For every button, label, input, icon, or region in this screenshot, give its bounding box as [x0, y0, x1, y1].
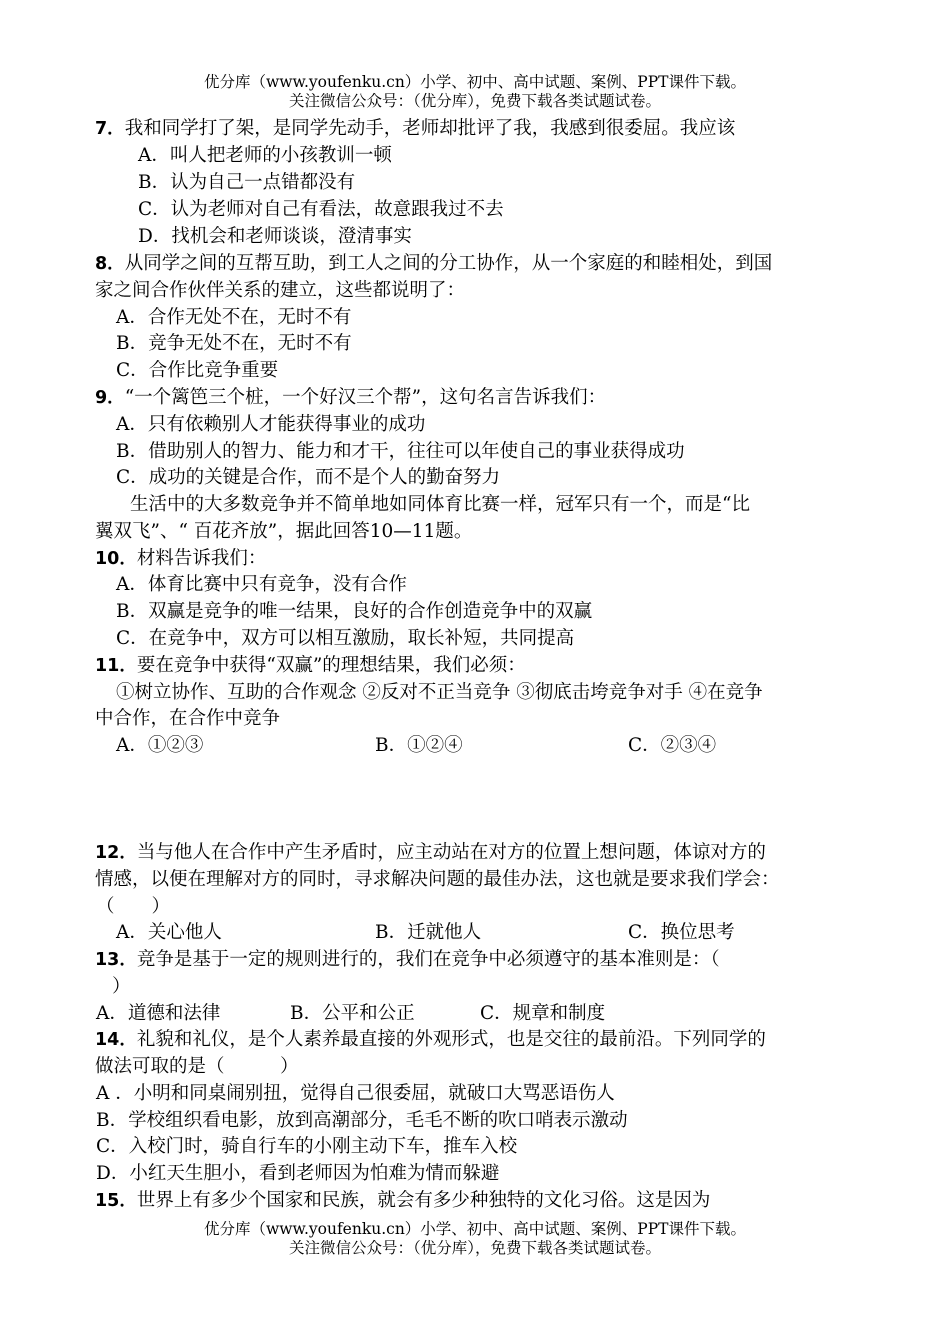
- question-12: [95, 840, 766, 866]
- passage-line-2: 翼双飞”、“ 百花齐放”，据此回答10—11题。: [95, 521, 473, 542]
- option-9b: B．借助别人的智力、能力和才干，往往可以年使自己的事业获得成功: [116, 441, 685, 462]
- option-13b: B．公平和公正: [290, 1003, 415, 1024]
- question-11: [95, 653, 526, 679]
- question-10: [95, 546, 266, 572]
- question-14-cont: 做法可取的是（ ）: [95, 1056, 299, 1077]
- option-14a: A ．小明和同桌闹别扭，觉得自己很委屈，就破口大骂恶语伤人: [96, 1083, 615, 1104]
- option-9a: A．只有依赖别人才能获得事业的成功: [116, 414, 426, 435]
- option-7d: D．找机会和老师谈谈，澄清事实: [138, 226, 412, 247]
- option-13a: A．道德和法律: [96, 1003, 221, 1024]
- question-number: 10．: [95, 549, 137, 569]
- option-14b: B．学校组织看电影，放到高潮部分，毛毛不断的吹口哨表示激动: [96, 1110, 628, 1131]
- question-13: [95, 947, 720, 973]
- option-12a: A．关心他人: [116, 922, 222, 943]
- option-8b: B．竞争无处不在，无时不有: [116, 333, 352, 354]
- option-7c: C．认为老师对自己有看法，故意跟我过不去: [138, 199, 504, 220]
- option-11b: B．①②④: [375, 735, 463, 756]
- footer-line-2: 关注微信公众号：（优分库），免费下载各类试题试卷。: [288, 1239, 661, 1257]
- question-8: [95, 251, 772, 277]
- question-15: [95, 1188, 710, 1214]
- question-number: 9．: [95, 388, 125, 408]
- question-number: 11．: [95, 656, 137, 676]
- option-7b: B．认为自己一点错都没有: [138, 172, 356, 193]
- question-text: “一个篱笆三个桩，一个好汉三个帮”，这句名言告诉我们：: [124, 387, 607, 408]
- question-7: [95, 116, 735, 142]
- question-12-blank: （ ）: [96, 896, 171, 917]
- option-8c: C．合作比竞争重要: [116, 360, 279, 381]
- header-line-1: 优分库（www.youfenku.cn）小学、初中、高中试题、案例、PPT课件下载。: [203, 73, 747, 91]
- option-13c: C．规章和制度: [480, 1003, 606, 1024]
- option-12c: C．换位思考: [628, 922, 735, 943]
- question-number: 8．: [95, 254, 125, 274]
- option-7a: A．叫人把老师的小孩教训一顿: [138, 145, 392, 166]
- option-12b: B．迁就他人: [375, 922, 482, 943]
- question-14: [95, 1027, 766, 1053]
- option-14d: D．小红天生胆小，看到老师因为怕难为情而躲避: [96, 1163, 500, 1184]
- question-13-cont: ）: [112, 976, 131, 997]
- question-12-cont: 情感，以便在理解对方的同时，寻求解决问题的最佳办法，这也就是要求我们学会：: [95, 869, 780, 890]
- option-10b: B．双赢是竞争的唯一结果，良好的合作创造竞争中的双赢: [116, 601, 593, 622]
- question-9: [95, 385, 606, 411]
- option-11a: A．①②③: [116, 735, 204, 756]
- question-number: 14．: [95, 1030, 137, 1050]
- footer-line-1: 优分库（www.youfenku.cn）小学、初中、高中试题、案例、PPT课件下载。: [203, 1220, 747, 1238]
- question-number: 12．: [95, 843, 137, 863]
- question-number: 15．: [95, 1191, 137, 1211]
- option-8a: A．合作无处不在，无时不有: [116, 307, 352, 328]
- option-11c: C．②③④: [628, 735, 717, 756]
- question-number: 7．: [95, 119, 125, 139]
- option-9c: C．成功的关键是合作，而不是个人的勤奋努力: [116, 467, 501, 488]
- passage-line-1: 生活中的大多数竞争并不简单地如同体育比赛一样，冠军只有一个，而是“比: [130, 494, 750, 515]
- question-text: 礼貌和礼仪，是个人素养最直接的外观形式，也是交往的最前沿。下列同学的: [136, 1029, 766, 1050]
- option-10c: C．在竞争中，双方可以相互激励，取长补短，共同提高: [116, 628, 575, 649]
- question-11-items-cont: 中合作，在合作中竞争: [95, 708, 281, 729]
- page-footer: [0, 1220, 950, 1258]
- question-text: 材料告诉我们：: [136, 548, 267, 569]
- question-text: 要在竞争中获得“双赢”的理想结果，我们必须：: [136, 655, 526, 676]
- question-text: 竞争是基于一定的规则进行的，我们在竞争中必须遵守的基本准则是：（: [136, 949, 720, 970]
- question-8-cont: 家之间合作伙伴关系的建立，这些都说明了：: [95, 280, 466, 301]
- option-10a: A．体育比赛中只有竞争，没有合作: [116, 574, 407, 595]
- question-text: 我和同学打了架，是同学先动手，老师却批评了我，我感到很委屈。我应该: [124, 118, 736, 139]
- question-number: 13．: [95, 950, 137, 970]
- question-11-items: ①树立协作、互助的合作观念 ②反对不正当竞争 ③彻底击垮竞争对手 ④在竞争: [116, 682, 763, 703]
- header-line-2: 关注微信公众号：（优分库），免费下载各类试题试卷。: [288, 92, 661, 110]
- question-text: 当与他人在合作中产生矛盾时，应主动站在对方的位置上想问题，体谅对方的: [136, 842, 766, 863]
- option-14c: C．入校门时，骑自行车的小刚主动下车，推车入校: [96, 1136, 518, 1157]
- question-text: 世界上有多少个国家和民族，就会有多少种独特的文化习俗。这是因为: [136, 1190, 711, 1211]
- page-header: [0, 73, 950, 111]
- question-text: 从同学之间的互帮互助，到工人之间的分工协作，从一个家庭的和睦相处，到国: [124, 253, 773, 274]
